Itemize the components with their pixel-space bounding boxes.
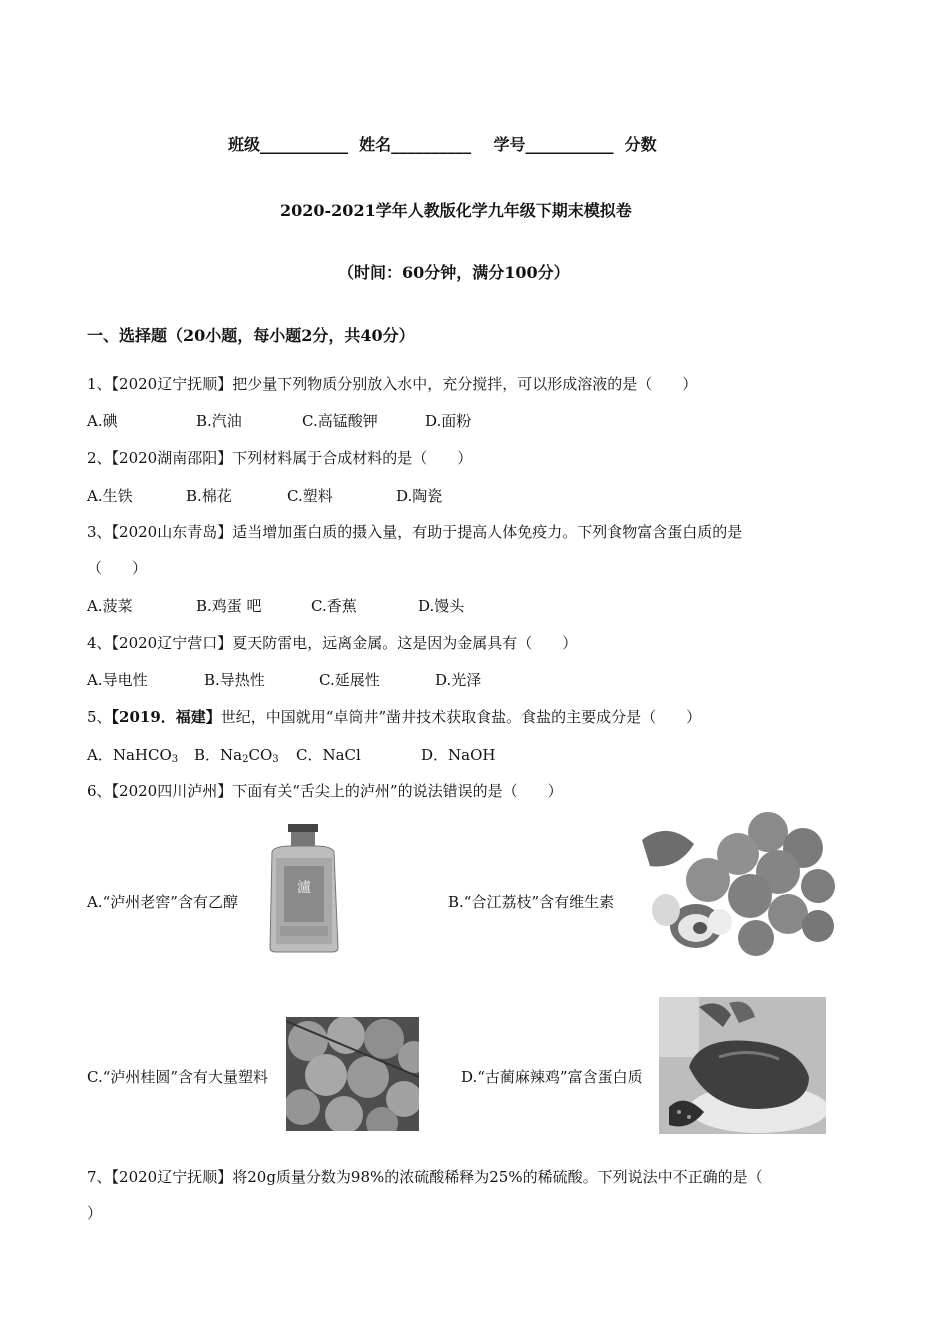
number-blank: ___________ [525,135,614,154]
question-source: 【2020山东青岛】 [111,523,233,541]
question-3 [87,521,742,542]
question-number: 2、 [87,449,112,467]
question-2 [87,447,472,468]
option-c: C．NaCl [296,746,361,764]
question-number: 7、 [87,1168,112,1186]
page-subtitle: （时间：60分钟，满分100分） [338,263,570,282]
header-line [228,132,657,155]
question-text: 将20g质量分数为98%的浓硫酸稀释为25%的稀硫酸。下列说法中不正确的是（ [232,1168,763,1186]
option-a: A.菠菜 [87,597,133,615]
number-label: 学号 [493,135,526,154]
option-b: B.导热性 [204,671,265,689]
class-blank: ___________ [260,135,349,154]
question-7 [87,1166,763,1187]
question-3-blank: （ ） [87,559,148,577]
question-number: 3、 [87,523,112,541]
question-source: 【2019．福建】 [111,708,221,726]
option-a: A.“泸州老窖”含有乙醇 [87,893,238,911]
question-number: 1、 [87,375,112,393]
option-c: C.“泸州桂圆”含有大量塑料 [87,1068,269,1086]
option-d: D.陶瓷 [396,487,443,505]
name-label: 姓名 [359,135,392,154]
option-d: D．NaOH [421,746,496,764]
question-source: 【2020辽宁营口】 [111,634,233,652]
option-b: B.汽油 [196,412,242,430]
question-text: 夏天防雷电，远离金属。这是因为金属具有（ ） [232,634,578,652]
question-1 [87,373,697,394]
option-a: A.碘 [87,412,118,430]
question-text: 把少量下列物质分别放入水中，充分搅拌，可以形成溶液的是（ ） [232,375,698,393]
subscript: 2 [242,754,249,765]
class-label: 班级 [228,135,261,154]
question-4 [87,632,577,653]
question-source: 【2020湖南邵阳】 [111,449,233,467]
svg-text:瀘: 瀘 [297,880,311,896]
subscript: 3 [272,754,279,765]
question-text: 适当增加蛋白质的摄入量，有助于提高人体免疫力。下列食物富含蛋白质的是 [232,523,743,541]
question-source: 【2020辽宁抚顺】 [111,375,233,393]
option-d: D.光泽 [435,671,482,689]
option-c: C.延展性 [319,671,380,689]
page-title: 2020-2021学年人教版化学九年级下期末模拟卷 [280,201,632,220]
question-number: 5、 [87,708,112,726]
option-b: B.鸡蛋 吧 [196,597,262,615]
option-b-text: B．Na [194,746,243,764]
question-number: 6、 [87,782,112,800]
question-number: 4、 [87,634,112,652]
section-heading: 一、选择题（20小题，每小题2分，共40分） [87,326,415,345]
option-d: D.“古蔺麻辣鸡”富含蛋白质 [461,1068,643,1086]
question-text: 世纪，中国就用“卓筒井”凿井技术获取食盐。食盐的主要成分是（ ） [220,708,702,726]
option-c: C.塑料 [287,487,333,505]
score-label: 分数 [624,135,657,154]
option-d: D.面粉 [425,412,472,430]
liquor-bottle-image [264,822,346,954]
option-b: B.棉花 [186,487,232,505]
lychee-image [638,810,836,962]
question-6 [87,780,563,801]
question-source: 【2020四川泸州】 [111,782,233,800]
longan-image [286,1017,419,1131]
option-c: C.高锰酸钾 [302,412,378,430]
option-c: C.香蕉 [311,597,357,615]
spicy-chicken-image [659,997,826,1134]
name-blank: __________ [391,135,472,154]
option-a [87,744,178,765]
option-a: A.生铁 [87,487,133,505]
option-a-text: A．NaHCO [87,746,172,764]
option-d: D.馒头 [418,597,465,615]
question-5 [87,706,701,727]
subscript: 3 [171,754,179,765]
option-a: A.导电性 [87,671,148,689]
question-7-blank-end: ） [87,1204,103,1222]
option-b: B.“合江荔枝”含有维生素 [448,893,615,911]
formula-part: CO [248,746,273,764]
question-text: 下面有关“舌尖上的泸州”的说法错误的是（ ） [232,782,563,800]
question-text: 下列材料属于合成材料的是（ ） [232,449,473,467]
option-b [194,744,279,765]
question-source: 【2020辽宁抚顺】 [111,1168,233,1186]
